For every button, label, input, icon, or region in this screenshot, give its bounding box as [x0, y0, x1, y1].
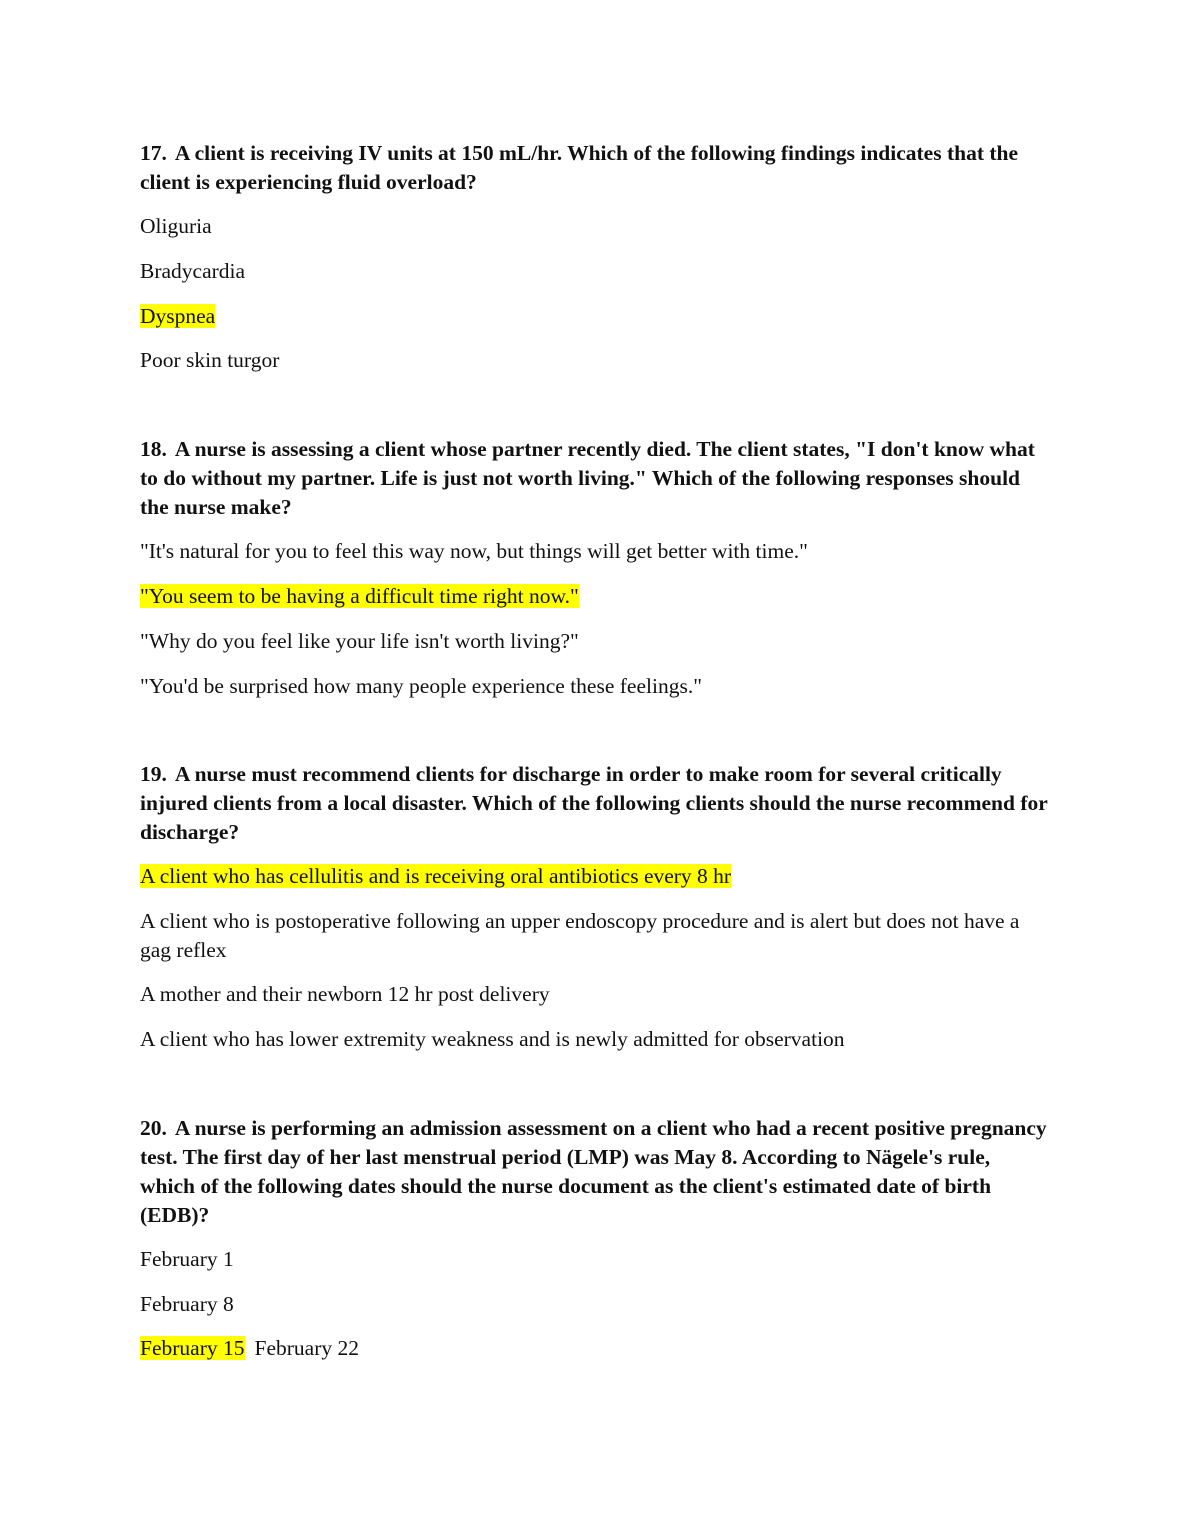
option-text: "It's natural for you to feel this way now, but things will get better with time." — [140, 539, 808, 563]
option-text: February 1 — [140, 1247, 234, 1271]
answer-option-highlighted — [140, 582, 579, 611]
question-20 — [140, 1114, 1050, 1360]
question-stem — [140, 760, 1050, 847]
question-number: 19. — [140, 762, 167, 786]
question-text: A nurse is assessing a client whose partner recently died. The client states, "I don't know what to do without my partner. Life is just not worth living." Which of the following responses should the nurse make? — [140, 437, 1035, 519]
option-text: February 8 — [140, 1292, 234, 1316]
answer-option — [140, 627, 579, 656]
option-text: "You'd be surprised how many people experience these feelings." — [140, 674, 702, 698]
question-stem — [140, 139, 1050, 197]
option-text: A client who is postoperative following an upper endoscopy procedure and is alert but does not have a gag reflex — [140, 909, 1020, 962]
option-text: A mother and their newborn 12 hr post delivery — [140, 982, 550, 1006]
option-text: Poor skin turgor — [140, 348, 280, 372]
option-text: Oliguria — [140, 214, 212, 238]
answer-option — [140, 1025, 845, 1054]
question-number: 18. — [140, 437, 167, 461]
question-stem — [140, 1114, 1050, 1230]
option-text: "You seem to be having a difficult time right now." — [140, 584, 579, 608]
question-stem — [140, 435, 1050, 522]
option-text-highlighted: February 15 — [140, 1336, 245, 1360]
answer-option-highlighted — [140, 862, 731, 891]
answer-option-row — [140, 1334, 359, 1363]
answer-option-highlighted — [140, 302, 215, 331]
answer-option — [140, 537, 808, 566]
option-text: "Why do you feel like your life isn't worth living?" — [140, 629, 579, 653]
question-17 — [140, 139, 1050, 372]
answer-option — [140, 980, 550, 1009]
option-text: Dyspnea — [140, 304, 216, 328]
option-text: February 22 — [254, 1336, 359, 1360]
question-number: 17. — [140, 141, 167, 165]
answer-option — [140, 346, 279, 375]
answer-option — [140, 212, 212, 241]
answer-option — [140, 672, 702, 701]
question-18 — [140, 435, 1050, 698]
question-19 — [140, 760, 1050, 1051]
answer-option — [140, 257, 245, 286]
question-text: A nurse is performing an admission assessment on a client who had a recent positive pregnancy test. The first day of her last menstrual period (LMP) was May 8. According to Nägele's rule, which of the following dates should the nurse document as the client's estimated date of birth (EDB)? — [140, 1116, 1047, 1227]
question-text: A nurse must recommend clients for discharge in order to make room for several critically injured clients from a local disaster. Which of the following clients should the nurse recommend for discharge? — [140, 762, 1048, 844]
question-text: A client is receiving IV units at 150 mL/hr. Which of the following findings indicates that the client is experiencing fluid overload? — [140, 141, 1019, 194]
option-text: A client who has cellulitis and is receiving oral antibiotics every 8 hr — [140, 864, 732, 888]
question-number: 20. — [140, 1116, 167, 1140]
option-text: Bradycardia — [140, 259, 246, 283]
answer-option — [140, 907, 1040, 965]
option-text: A client who has lower extremity weakness and is newly admitted for observation — [140, 1027, 845, 1051]
answer-option — [140, 1245, 234, 1274]
answer-option — [140, 1290, 234, 1319]
